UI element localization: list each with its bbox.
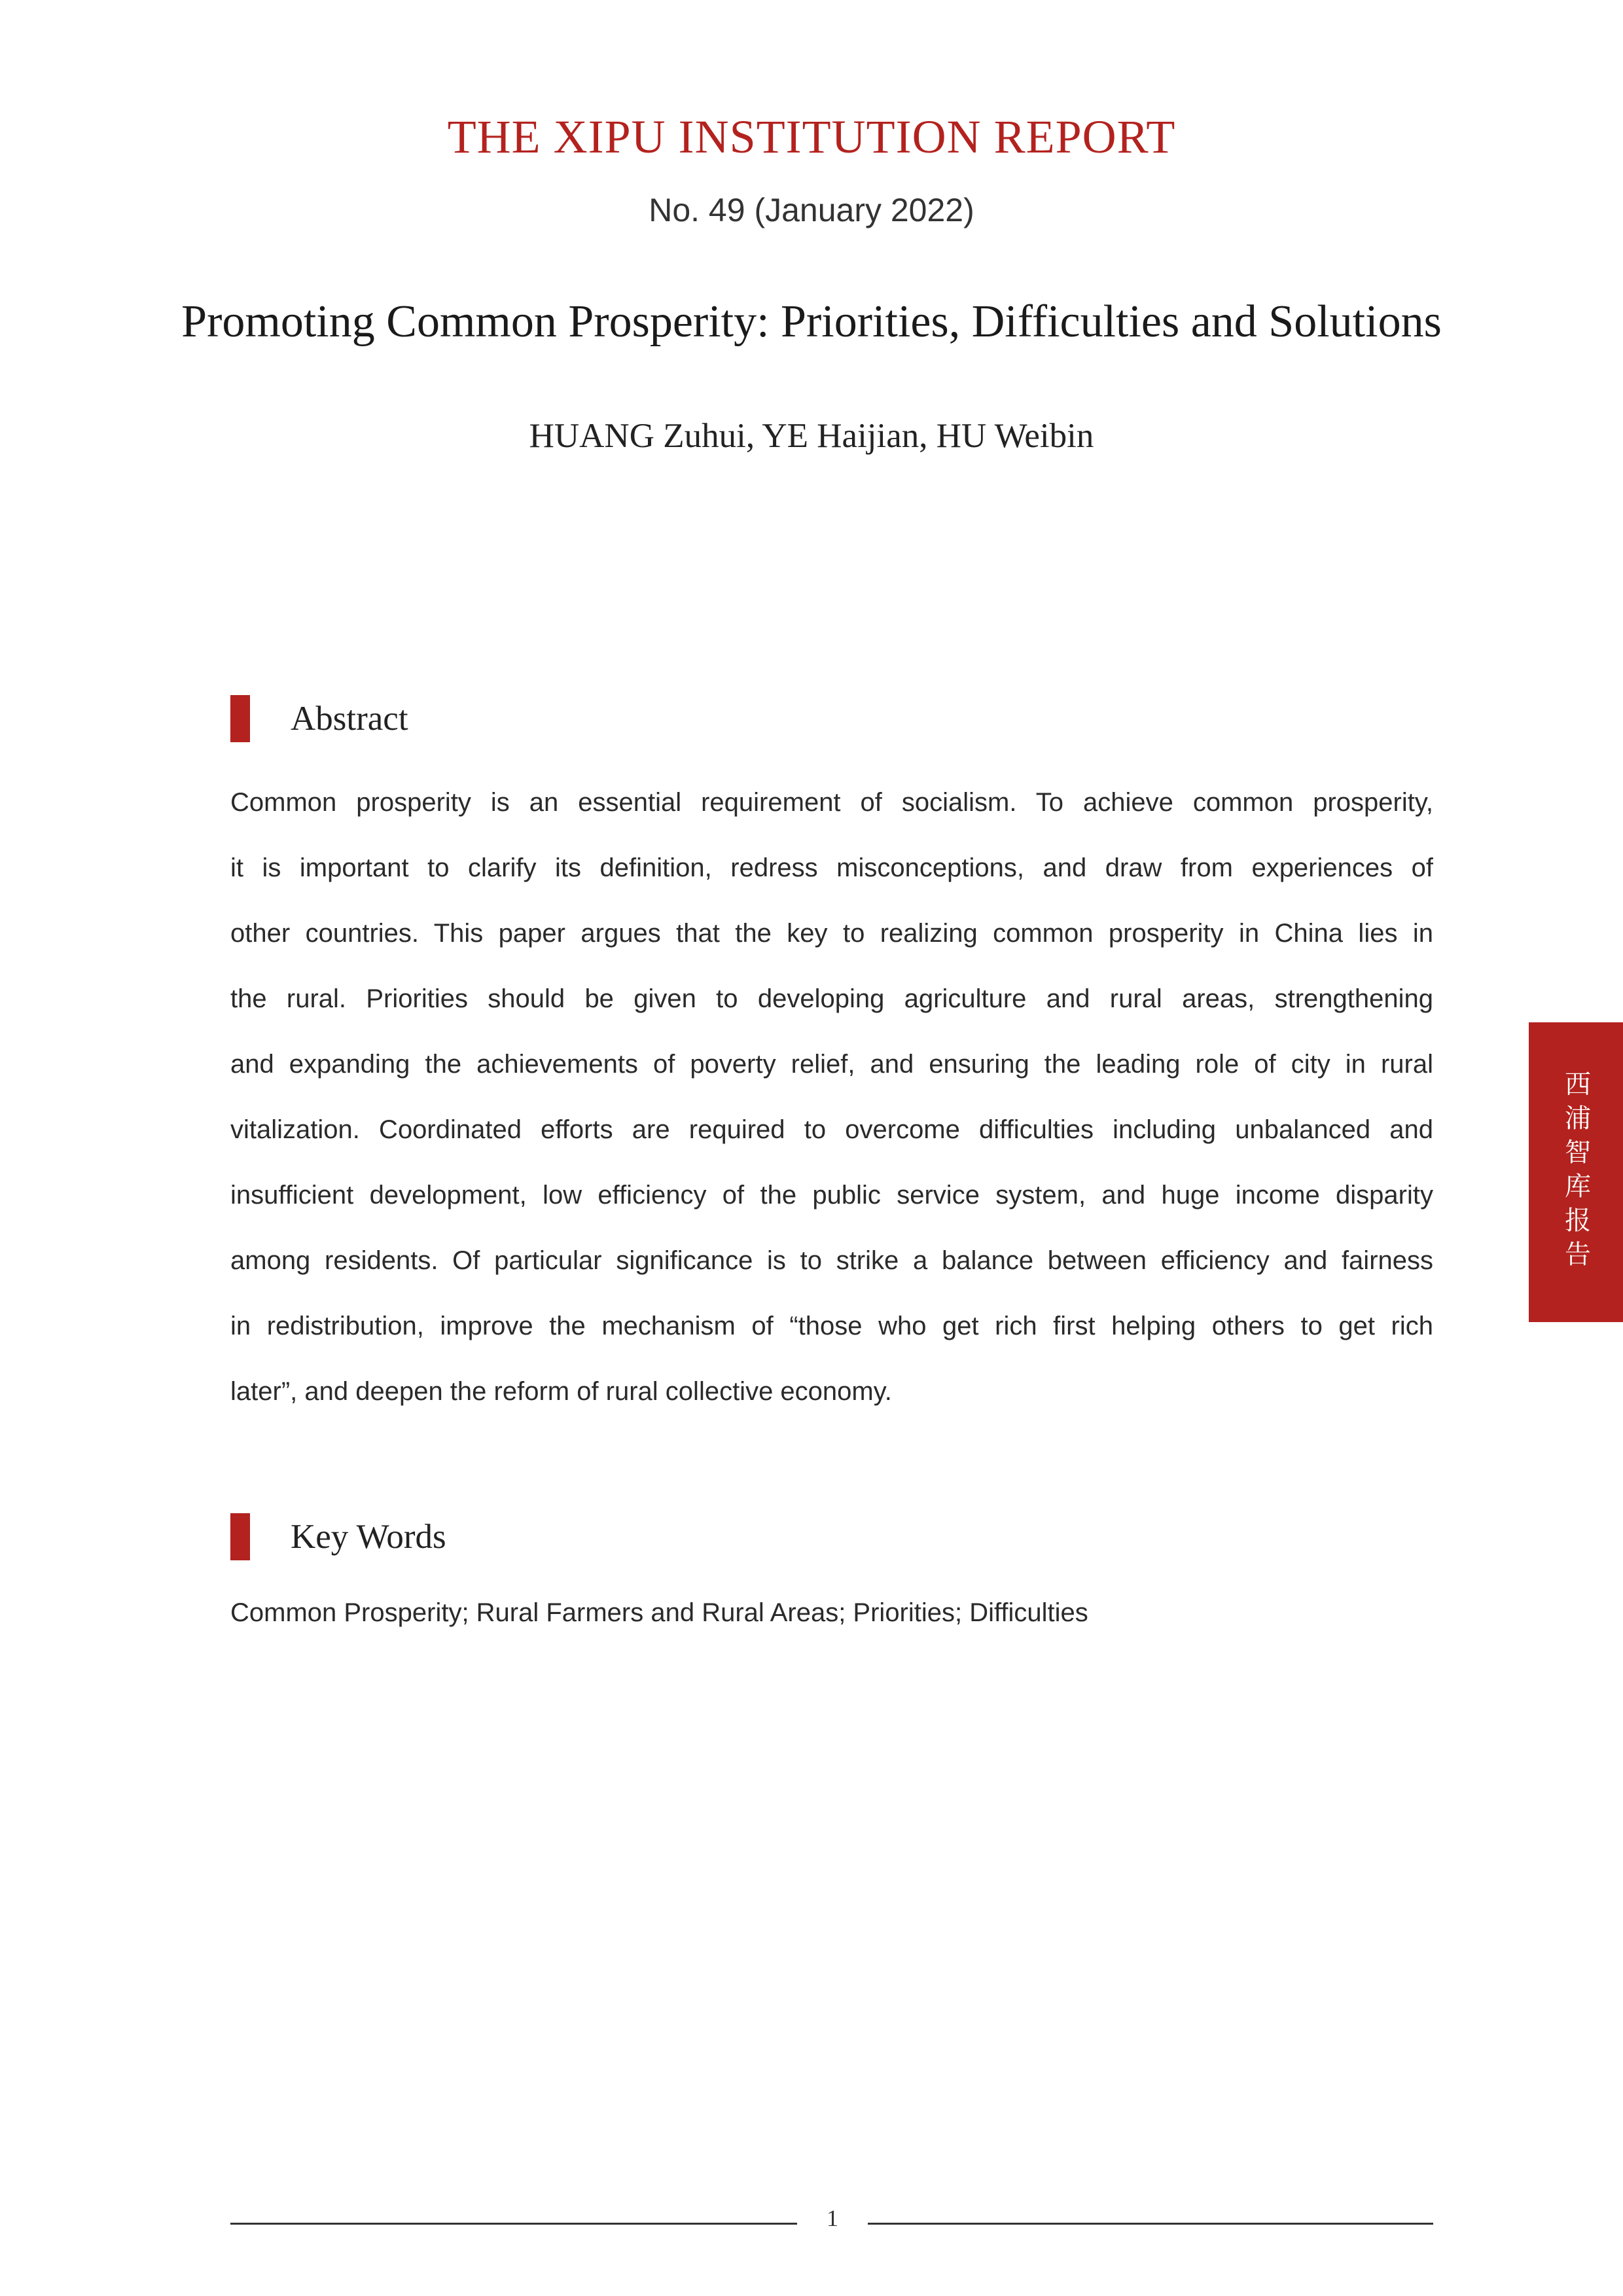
- abstract-line: the rural. Priorities should be given to developing agriculture and rural areas, strengthening: [230, 984, 1433, 1013]
- abstract-line: later”, and deepen the reform of rural collective economy.: [230, 1377, 892, 1406]
- abstract-line: it is important to clarify its definition, redress misconceptions, and draw from experiences of: [230, 853, 1433, 882]
- abstract-heading: [230, 695, 408, 742]
- abstract-line: Common prosperity is an essential requirement of socialism. To achieve common prosperity,: [230, 788, 1433, 817]
- footer-rule-left: [230, 2223, 797, 2225]
- keywords-heading-label: Key Words: [291, 1518, 446, 1556]
- abstract-line: and expanding the achievements of poverty relief, and ensuring the leading role of city in rural: [230, 1050, 1433, 1079]
- abstract-line: insufficient development, low efficiency of the public service system, and huge income disparity: [230, 1181, 1433, 1210]
- keywords-text: Common Prosperity; Rural Farmers and Rural Areas; Priorities; Difficulties: [230, 1598, 1088, 1627]
- report-number: No. 49 (January 2022): [649, 192, 974, 228]
- footer-rule-right: [868, 2223, 1433, 2225]
- abstract-heading-label: Abstract: [291, 700, 408, 738]
- report-title: THE XIPU INSTITUTION REPORT: [447, 111, 1176, 163]
- keywords-heading: [230, 1513, 446, 1560]
- paper-title: Promoting Common Prosperity: Priorities, Difficulties and Solutions: [181, 296, 1442, 347]
- abstract-line: in redistribution, improve the mechanism of “those who get rich first helping others to get rich: [230, 1312, 1433, 1340]
- abstract-body: [230, 770, 1433, 1424]
- abstract-line: among residents. Of particular significance is to strike a balance between efficiency and fairness: [230, 1246, 1433, 1275]
- authors: HUANG Zuhui, YE Haijian, HU Weibin: [529, 417, 1094, 455]
- abstract-line: other countries. This paper argues that the key to realizing common prosperity in China lies in: [230, 919, 1433, 948]
- side-tab-label: 西浦智库报告: [1560, 1070, 1591, 1274]
- abstract-line: vitalization. Coordinated efforts are required to overcome difficulties including unbalanced and: [230, 1115, 1433, 1144]
- section-marker: [230, 695, 250, 742]
- side-tab: [1529, 1022, 1623, 1322]
- section-marker: [230, 1513, 250, 1560]
- page-number: 1: [827, 2205, 838, 2231]
